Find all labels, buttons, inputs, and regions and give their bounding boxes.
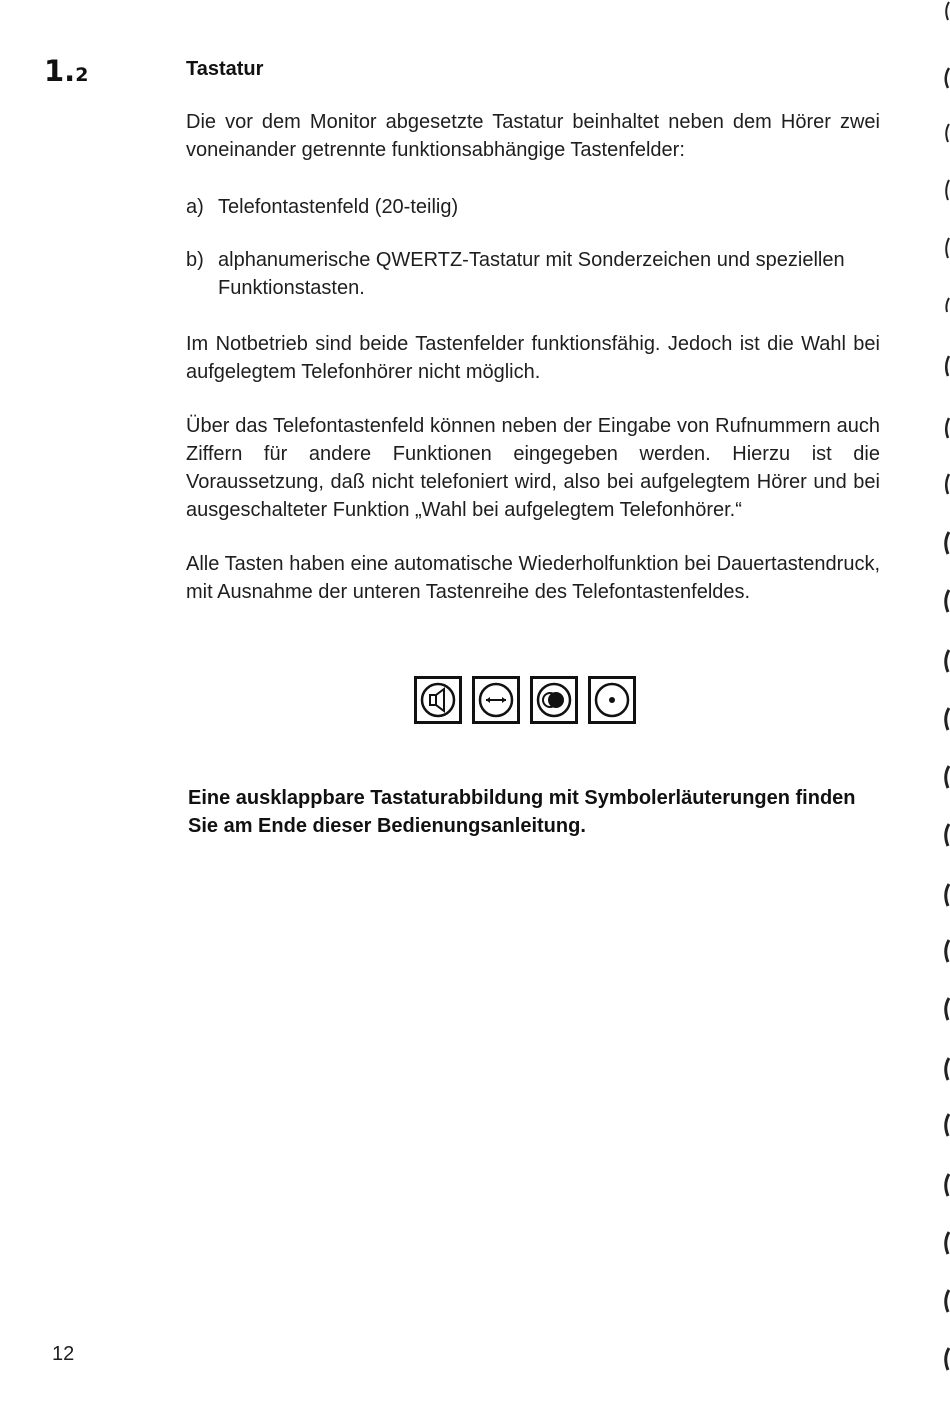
list-item-label: b): [186, 249, 204, 271]
paragraph-telefontastenfeld: Über das Telefontastenfeld können neben der Eingabe von Rufnummern auch Ziffern für andere Funktionen eingegeben werden. Hierzu ist die Voraussetzung, daß nicht telefoniert wird, also bei aufgelegtem Hörer und bei ausgeschalteter Funktion „Wahl bei aufgelegtem Telefonhörer.“: [186, 415, 880, 521]
list-item-text: alphanumerische QWERTZ-Tastatur mit Sonderzeichen und speziellen Funktionstasten.: [218, 249, 845, 299]
list-item-text: Telefontastenfeld (20-teilig): [218, 196, 459, 218]
foldout-note: Eine ausklappbare Tastaturabbildung mit Symbolerläuterungen finden Sie am Ende dieser Bedienungsanleitung.: [188, 787, 856, 837]
dot-key-symbol: [588, 676, 636, 724]
speaker-key-symbol: [414, 676, 462, 724]
small-dot-icon: [593, 681, 631, 719]
binding-marks: [940, 0, 950, 1403]
paragraph-notbetrieb: Im Notbetrieb sind beide Tastenfelder funktionsfähig. Jedoch ist die Wahl bei aufgelegtem Telefonhörer nicht möglich.: [186, 333, 880, 383]
record-dot-icon: [535, 681, 573, 719]
record-key-symbol: [530, 676, 578, 724]
horizontal-arrows-icon: [477, 681, 515, 719]
list-item: [186, 246, 880, 302]
section-number-minor: 2: [75, 64, 89, 86]
speaker-icon: [419, 681, 457, 719]
arrows-key-symbol: [472, 676, 520, 724]
paragraph-wiederholfunktion: Alle Tasten haben eine automatische Wiederholfunktion bei Dauertastendruck, mit Ausnahme der unteren Tastenreihe des Telefontastenfeldes.: [186, 553, 880, 603]
page-number: 12: [52, 1343, 75, 1365]
section-number-major: 1.: [44, 54, 76, 88]
section-title: Tastatur: [186, 58, 264, 80]
key-symbols-row: [414, 676, 636, 724]
list-item: [186, 193, 880, 221]
paragraph-intro: Die vor dem Monitor abgesetzte Tastatur beinhaltet neben dem Hörer zwei voneinander getrennte funktionsabhängige Tastenfelder:: [186, 111, 880, 161]
list-item-label: a): [186, 196, 204, 218]
section-number: [44, 54, 88, 88]
